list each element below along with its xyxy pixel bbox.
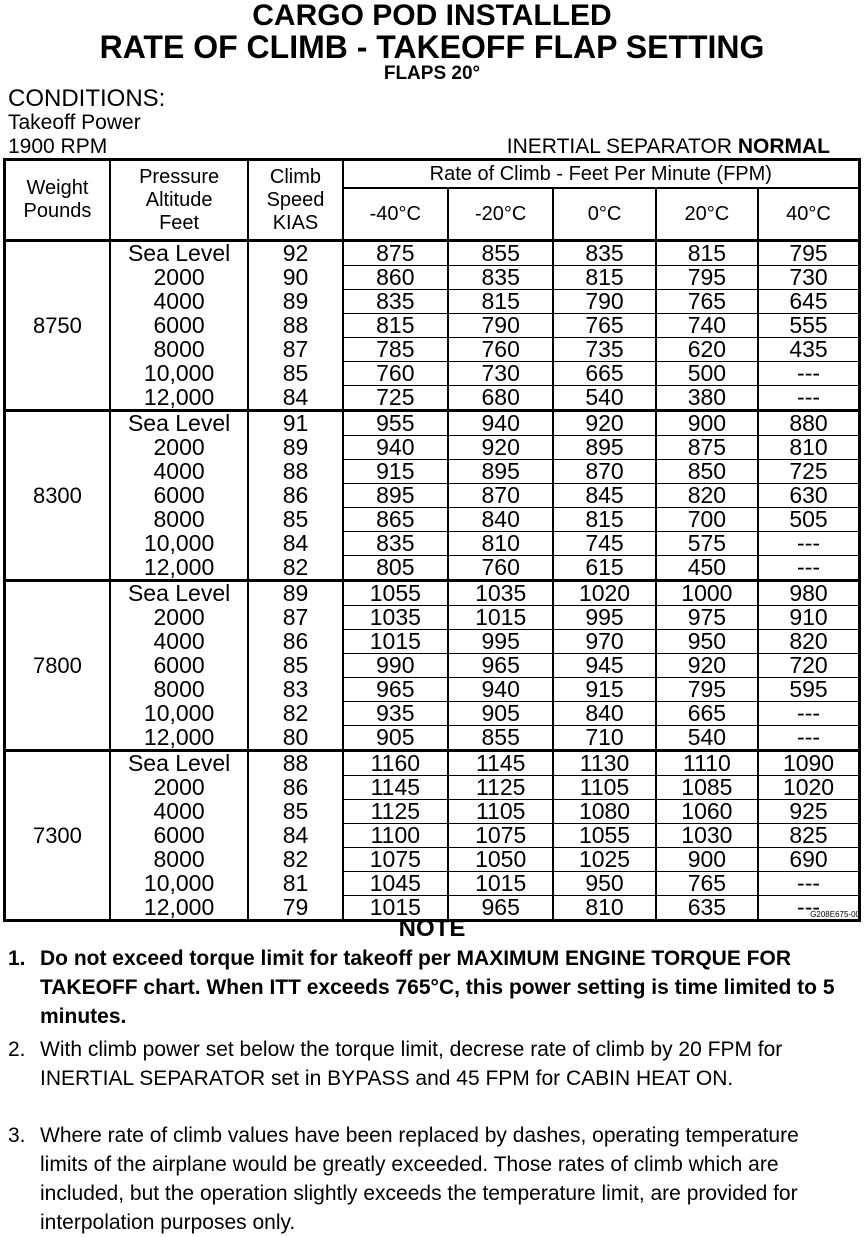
rate-of-climb-cell: 880 bbox=[789, 410, 828, 436]
altitude-cell: 4000 bbox=[110, 630, 248, 654]
rate-of-climb-cell: 785 bbox=[343, 338, 448, 362]
header-altitude-line: Feet bbox=[159, 211, 200, 234]
rate-of-climb-cell: 965 bbox=[343, 678, 448, 702]
rate-of-climb-cell: 950 bbox=[553, 872, 655, 896]
rate-of-climb-cell: 1055 bbox=[553, 824, 655, 848]
kias-cell: 87 bbox=[248, 606, 342, 630]
altitude-cell: 6000 bbox=[110, 314, 248, 338]
table-row bbox=[5, 824, 860, 848]
rate-of-climb-cell: 790 bbox=[553, 290, 655, 314]
header-temp: 0°C bbox=[553, 188, 655, 241]
rate-of-climb-cell: 680 bbox=[448, 386, 553, 411]
rate-of-climb-cell: 1020 bbox=[553, 581, 655, 606]
rate-of-climb-cell: --- bbox=[758, 896, 859, 921]
table-row bbox=[5, 362, 860, 386]
note-item bbox=[8, 944, 848, 1031]
title-cargo-pod: CARGO POD INSTALLED bbox=[252, 0, 612, 32]
rate-of-climb-cell: 815 bbox=[553, 266, 655, 290]
rate-of-climb-cell: 760 bbox=[343, 362, 448, 386]
header-temp: 20°C bbox=[656, 188, 758, 241]
rate-of-climb-cell: 995 bbox=[553, 606, 655, 630]
rate-of-climb-cell: 1000 bbox=[656, 581, 758, 606]
weight-group bbox=[5, 241, 860, 411]
rate-of-climb-cell: 815 bbox=[448, 290, 553, 314]
rate-of-climb-cell: 765 bbox=[553, 314, 655, 338]
rate-of-climb-cell: 795 bbox=[789, 240, 828, 266]
rate-of-climb-cell: 1080 bbox=[553, 800, 655, 824]
kias-cell: 90 bbox=[248, 266, 342, 290]
figure-code: G208E675-00 bbox=[810, 910, 860, 919]
condition-rpm: 1900 RPM bbox=[8, 135, 108, 158]
rate-of-climb-cell: 380 bbox=[656, 386, 758, 411]
kias-cell: 85 bbox=[248, 508, 342, 532]
rate-of-climb-cell: 875 bbox=[656, 436, 758, 460]
table-row bbox=[5, 266, 860, 290]
rate-of-climb-cell: --- bbox=[758, 532, 859, 556]
kias-cell: 85 bbox=[248, 654, 342, 678]
separator-value: NORMAL bbox=[737, 135, 830, 158]
kias-cell: 82 bbox=[248, 848, 342, 872]
altitude-cell: 12,000 bbox=[110, 386, 248, 411]
rate-of-climb-cell: 905 bbox=[343, 726, 448, 751]
kias-cell: 82 bbox=[248, 702, 342, 726]
weight-cell: 7300 bbox=[5, 751, 110, 921]
table-row bbox=[5, 751, 860, 776]
weight-cell: 8300 bbox=[5, 411, 110, 581]
rate-of-climb-cell: 1160 bbox=[343, 751, 448, 776]
rate-of-climb-cell: 765 bbox=[656, 872, 758, 896]
table-row bbox=[5, 436, 860, 460]
rate-of-climb-cell: 730 bbox=[448, 362, 553, 386]
rate-of-climb-cell: 725 bbox=[343, 386, 448, 411]
rate-of-climb-cell: 870 bbox=[553, 460, 655, 484]
table-row bbox=[5, 872, 860, 896]
rate-of-climb-cell: 815 bbox=[553, 508, 655, 532]
rate-of-climb-cell: 945 bbox=[553, 654, 655, 678]
note-number: 1. bbox=[8, 947, 26, 970]
table-row bbox=[5, 678, 860, 702]
rate-of-climb-cell: 615 bbox=[553, 556, 655, 581]
rate-of-climb-cell: 1145 bbox=[343, 776, 448, 800]
kias-cell: 84 bbox=[248, 824, 342, 848]
rate-of-climb-cell: 935 bbox=[343, 702, 448, 726]
rate-of-climb-cell: 760 bbox=[448, 338, 553, 362]
rate-of-climb-cell: 1090 bbox=[782, 750, 835, 776]
rate-of-climb-cell: 995 bbox=[448, 630, 553, 654]
weight-group bbox=[5, 751, 860, 921]
rate-of-climb-cell: 1055 bbox=[343, 581, 448, 606]
kias-cell: 85 bbox=[248, 800, 342, 824]
rate-of-climb-cell: 915 bbox=[553, 678, 655, 702]
kias-cell: 86 bbox=[248, 630, 342, 654]
header-altitude-line: Altitude bbox=[145, 188, 213, 211]
note-text: Where rate of climb values have been replaced by dashes, operating temperature limits of the airplane would be greatly exceeded. Those rates of climb which are included, but the operation slightly exceeds the temperature limit, are provided for interpolation purposes only. bbox=[40, 1124, 799, 1234]
rate-of-climb-cell: 1015 bbox=[343, 630, 448, 654]
kias-cell: 85 bbox=[248, 362, 342, 386]
table-row bbox=[5, 290, 860, 314]
rate-of-climb-cell: 1110 bbox=[656, 751, 758, 776]
rate-of-climb-cell: 1030 bbox=[656, 824, 758, 848]
rate-of-climb-cell: 820 bbox=[656, 484, 758, 508]
title-flaps: FLAPS 20° bbox=[383, 63, 481, 84]
rate-of-climb-cell: 710 bbox=[553, 726, 655, 751]
separator-prefix: INERTIAL SEPARATOR bbox=[506, 135, 738, 158]
note-heading: NOTE bbox=[398, 915, 466, 942]
rate-of-climb-cell: 805 bbox=[343, 556, 448, 581]
rate-of-climb-cell: 910 bbox=[758, 606, 859, 630]
weight-cell: 8750 bbox=[5, 241, 110, 411]
altitude-cell: 2000 bbox=[110, 776, 248, 800]
table-row bbox=[5, 848, 860, 872]
note-text: Do not exceed torque limit for takeoff per MAXIMUM ENGINE TORQUE FOR TAKEOFF chart. When ITT exceeds 765°C, this power setting is time limited to 5 minutes. bbox=[40, 947, 835, 1028]
rate-of-climb-cell: 730 bbox=[758, 266, 859, 290]
rate-of-climb-cell: 870 bbox=[448, 484, 553, 508]
kias-cell: 88 bbox=[248, 751, 342, 776]
header-weight-line: Pounds bbox=[23, 200, 92, 222]
rate-of-climb-cell: 1125 bbox=[343, 800, 448, 824]
rate-of-climb-cell: 940 bbox=[448, 678, 553, 702]
rate-of-climb-cell: 920 bbox=[448, 436, 553, 460]
kias-cell: 88 bbox=[248, 460, 342, 484]
rate-of-climb-cell: 845 bbox=[553, 484, 655, 508]
rate-of-climb-cell: 1145 bbox=[448, 751, 553, 776]
header-temp: 40°C bbox=[786, 202, 831, 225]
header-climb-speed bbox=[248, 160, 342, 241]
rate-of-climb-cell: 435 bbox=[758, 338, 859, 362]
kias-cell: 81 bbox=[248, 872, 342, 896]
table-row bbox=[5, 508, 860, 532]
rate-of-climb-cell: 875 bbox=[343, 241, 448, 266]
rate-of-climb-cell: 1125 bbox=[448, 776, 553, 800]
rate-of-climb-cell: 735 bbox=[553, 338, 655, 362]
kias-cell: 88 bbox=[248, 314, 342, 338]
rate-of-climb-cell: 900 bbox=[656, 411, 758, 436]
rate-of-climb-cell: 915 bbox=[343, 460, 448, 484]
altitude-cell: 6000 bbox=[110, 484, 248, 508]
rate-of-climb-cell: 795 bbox=[656, 266, 758, 290]
rate-of-climb-cell: 810 bbox=[448, 532, 553, 556]
rate-of-climb-cell: 895 bbox=[448, 460, 553, 484]
kias-cell: 82 bbox=[248, 556, 342, 581]
rate-of-climb-cell: 925 bbox=[758, 800, 859, 824]
rate-of-climb-cell: 850 bbox=[656, 460, 758, 484]
note-item bbox=[8, 1121, 848, 1237]
rate-of-climb-cell: 810 bbox=[553, 896, 655, 921]
rate-of-climb-cell: 620 bbox=[656, 338, 758, 362]
rate-of-climb-cell: 745 bbox=[553, 532, 655, 556]
rate-of-climb-cell: 840 bbox=[553, 702, 655, 726]
rate-of-climb-cell: 1035 bbox=[343, 606, 448, 630]
rate-of-climb-cell: --- bbox=[758, 702, 859, 726]
table-row bbox=[5, 630, 860, 654]
rate-of-climb-cell: 540 bbox=[553, 386, 655, 411]
rate-of-climb-cell: 955 bbox=[343, 411, 448, 436]
rate-of-climb-cell: 825 bbox=[758, 824, 859, 848]
table-row bbox=[5, 241, 860, 266]
altitude-cell: 8000 bbox=[110, 338, 248, 362]
table-row bbox=[5, 702, 860, 726]
rate-of-climb-cell: 950 bbox=[656, 630, 758, 654]
altitude-cell: 4000 bbox=[110, 800, 248, 824]
rate-of-climb-cell: 1105 bbox=[448, 800, 553, 824]
header-speed-line: KIAS bbox=[272, 211, 319, 234]
header-speed-line: Climb bbox=[269, 165, 322, 188]
header-speed-line: Speed bbox=[266, 188, 325, 211]
rate-of-climb-cell: 835 bbox=[553, 241, 655, 266]
rate-of-climb-cell: 1035 bbox=[448, 581, 553, 606]
kias-cell: 79 bbox=[248, 896, 342, 921]
altitude-cell: 10,000 bbox=[110, 362, 248, 386]
altitude-cell: Sea Level bbox=[110, 581, 248, 606]
table-row bbox=[5, 532, 860, 556]
rate-of-climb-cell: 980 bbox=[789, 580, 828, 606]
rate-of-climb-cell: 720 bbox=[758, 654, 859, 678]
table-row bbox=[5, 411, 860, 436]
rate-of-climb-cell: 690 bbox=[758, 848, 859, 872]
altitude-cell: 2000 bbox=[110, 436, 248, 460]
rate-of-climb-cell: 815 bbox=[656, 241, 758, 266]
rate-of-climb-cell: 555 bbox=[758, 314, 859, 338]
rate-of-climb-cell: 790 bbox=[448, 314, 553, 338]
weight-group bbox=[5, 411, 860, 581]
rate-of-climb-cell: 835 bbox=[343, 532, 448, 556]
altitude-cell: 2000 bbox=[110, 266, 248, 290]
table-row bbox=[5, 776, 860, 800]
table-row bbox=[5, 460, 860, 484]
condition-power: Takeoff Power bbox=[8, 111, 141, 134]
rate-of-climb-cell: 500 bbox=[656, 362, 758, 386]
note-number: 3. bbox=[8, 1124, 26, 1147]
weight-cell: 7800 bbox=[5, 581, 110, 751]
rate-of-climb-cell: 505 bbox=[758, 508, 859, 532]
altitude-cell: 10,000 bbox=[110, 532, 248, 556]
kias-cell: 92 bbox=[248, 241, 342, 266]
rate-of-climb-cell: 595 bbox=[758, 678, 859, 702]
rate-of-climb-cell: 700 bbox=[656, 508, 758, 532]
rate-of-climb-cell: 865 bbox=[343, 508, 448, 532]
rate-of-climb-cell: 1015 bbox=[448, 872, 553, 896]
kias-cell: 91 bbox=[248, 411, 342, 436]
altitude-cell: 12,000 bbox=[110, 726, 248, 751]
kias-cell: 86 bbox=[248, 484, 342, 508]
title-rate-of-climb: RATE OF CLIMB - TAKEOFF FLAP SETTING bbox=[99, 29, 765, 65]
rate-of-climb-cell: 1020 bbox=[758, 776, 859, 800]
rate-of-climb-cell: 450 bbox=[656, 556, 758, 581]
rate-of-climb-cell: 1075 bbox=[448, 824, 553, 848]
kias-cell: 89 bbox=[248, 581, 342, 606]
rate-of-climb-cell: 1085 bbox=[656, 776, 758, 800]
kias-cell: 83 bbox=[248, 678, 342, 702]
rate-of-climb-cell: 920 bbox=[553, 411, 655, 436]
altitude-cell: 10,000 bbox=[110, 872, 248, 896]
kias-cell: 84 bbox=[248, 386, 342, 411]
rate-of-climb-cell: --- bbox=[758, 726, 859, 751]
rate-of-climb-cell: 630 bbox=[758, 484, 859, 508]
note-item bbox=[8, 1035, 848, 1093]
altitude-cell: 12,000 bbox=[110, 556, 248, 581]
header-weight bbox=[5, 160, 110, 241]
altitude-cell: 8000 bbox=[110, 508, 248, 532]
rate-of-climb-cell: 725 bbox=[758, 460, 859, 484]
rate-of-climb-cell: 905 bbox=[448, 702, 553, 726]
rate-of-climb-cell: 920 bbox=[656, 654, 758, 678]
rate-of-climb-cell: 895 bbox=[343, 484, 448, 508]
kias-cell: 86 bbox=[248, 776, 342, 800]
rate-of-climb-cell: 575 bbox=[656, 532, 758, 556]
header-weight-line: Weight bbox=[26, 177, 89, 199]
note-number: 2. bbox=[8, 1038, 26, 1061]
kias-cell: 89 bbox=[248, 290, 342, 314]
table-row bbox=[5, 484, 860, 508]
rate-of-climb-cell: 815 bbox=[343, 314, 448, 338]
rate-of-climb-cell: 990 bbox=[343, 654, 448, 678]
rate-of-climb-cell: 665 bbox=[553, 362, 655, 386]
rate-of-climb-cell: 940 bbox=[343, 436, 448, 460]
table-row bbox=[5, 726, 860, 751]
rate-of-climb-cell: 1045 bbox=[343, 872, 448, 896]
rate-of-climb-cell: 1105 bbox=[553, 776, 655, 800]
table-row bbox=[5, 386, 860, 411]
table-row bbox=[5, 606, 860, 630]
table-row bbox=[5, 654, 860, 678]
table-row bbox=[5, 556, 860, 581]
rate-of-climb-cell: 765 bbox=[656, 290, 758, 314]
rate-of-climb-cell: --- bbox=[758, 362, 859, 386]
altitude-cell: 2000 bbox=[110, 606, 248, 630]
header-temp: -40°C bbox=[343, 188, 448, 241]
altitude-cell: Sea Level bbox=[110, 411, 248, 436]
rate-of-climb-cell: 740 bbox=[656, 314, 758, 338]
rate-of-climb-cell: 860 bbox=[343, 266, 448, 290]
kias-cell: 80 bbox=[248, 726, 342, 751]
rate-of-climb-cell: 810 bbox=[758, 436, 859, 460]
altitude-cell: 4000 bbox=[110, 460, 248, 484]
rate-of-climb-cell: 820 bbox=[758, 630, 859, 654]
rate-of-climb-cell: 645 bbox=[758, 290, 859, 314]
altitude-cell: 4000 bbox=[110, 290, 248, 314]
rate-of-climb-cell: 635 bbox=[656, 896, 758, 921]
rate-of-climb-cell: 975 bbox=[656, 606, 758, 630]
note-text: With climb power set below the torque limit, decrese rate of climb by 20 FPM for INERTIAL SEPARATOR set in BYPASS and 45 FPM for CABIN HEAT ON. bbox=[40, 1038, 783, 1090]
kias-cell: 84 bbox=[248, 532, 342, 556]
rate-of-climb-cell: --- bbox=[758, 386, 859, 411]
rate-of-climb-cell: 665 bbox=[656, 702, 758, 726]
rate-of-climb-cell: 855 bbox=[448, 726, 553, 751]
rate-of-climb-cell: 835 bbox=[448, 266, 553, 290]
kias-cell: 89 bbox=[248, 436, 342, 460]
header-altitude bbox=[110, 160, 248, 241]
rate-of-climb-cell: 760 bbox=[448, 556, 553, 581]
conditions-label: CONDITIONS: bbox=[8, 85, 166, 112]
rate-of-climb-cell: 965 bbox=[448, 654, 553, 678]
rate-of-climb-cell: 965 bbox=[448, 896, 553, 921]
altitude-cell: 6000 bbox=[110, 824, 248, 848]
altitude-cell: 10,000 bbox=[110, 702, 248, 726]
rate-of-climb-cell: 835 bbox=[343, 290, 448, 314]
table-row bbox=[5, 314, 860, 338]
rate-of-climb-cell: 855 bbox=[448, 241, 553, 266]
rate-of-climb-cell: 1015 bbox=[448, 606, 553, 630]
rate-of-climb-cell: 540 bbox=[656, 726, 758, 751]
altitude-cell: 6000 bbox=[110, 654, 248, 678]
header-rate-of-climb: Rate of Climb - Feet Per Minute (FPM) bbox=[343, 160, 860, 189]
rate-of-climb-cell: 900 bbox=[656, 848, 758, 872]
rate-of-climb-cell: 895 bbox=[553, 436, 655, 460]
rate-of-climb-cell: 1015 bbox=[343, 896, 448, 921]
table-row bbox=[5, 800, 860, 824]
rate-of-climb-cell: 940 bbox=[448, 411, 553, 436]
rate-of-climb-cell: 970 bbox=[553, 630, 655, 654]
rate-of-climb-cell: 1025 bbox=[553, 848, 655, 872]
altitude-cell: 12,000 bbox=[110, 896, 248, 921]
altitude-cell: 8000 bbox=[110, 848, 248, 872]
table-row bbox=[5, 581, 860, 606]
rate-of-climb-cell: 840 bbox=[448, 508, 553, 532]
rate-of-climb-cell: --- bbox=[758, 556, 859, 581]
altitude-cell: Sea Level bbox=[110, 241, 248, 266]
rate-of-climb-cell: 1050 bbox=[448, 848, 553, 872]
weight-group bbox=[5, 581, 860, 751]
rate-of-climb-cell: 1075 bbox=[343, 848, 448, 872]
rate-of-climb-table bbox=[3, 158, 861, 922]
rate-of-climb-cell: 795 bbox=[656, 678, 758, 702]
altitude-cell: Sea Level bbox=[110, 751, 248, 776]
table-row bbox=[5, 338, 860, 362]
altitude-cell: 8000 bbox=[110, 678, 248, 702]
kias-cell: 87 bbox=[248, 338, 342, 362]
rate-of-climb-cell: 1060 bbox=[656, 800, 758, 824]
header-altitude-line: Pressure bbox=[139, 165, 220, 188]
header-temp: -20°C bbox=[448, 188, 553, 241]
inertial-separator-condition bbox=[507, 135, 830, 159]
rate-of-climb-cell: 1130 bbox=[553, 751, 655, 776]
rate-of-climb-cell: 1100 bbox=[343, 824, 448, 848]
rate-of-climb-cell: --- bbox=[758, 872, 859, 896]
